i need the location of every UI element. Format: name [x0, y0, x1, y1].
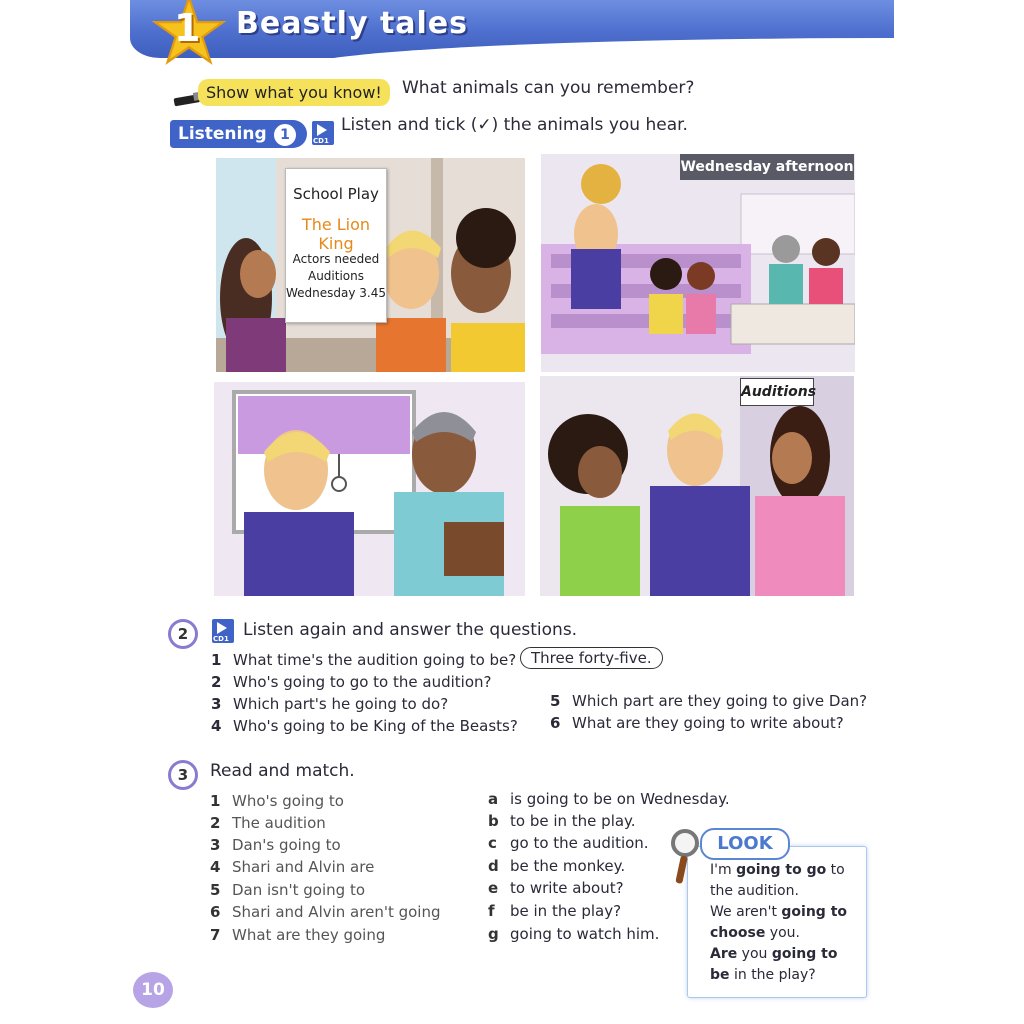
match-left-3: 3 Dan's going to	[210, 836, 341, 854]
show-what-you-know-label: Show what you know!	[198, 79, 390, 106]
match-right-e: e to write about?	[488, 879, 624, 897]
corridor-conversation-illustration	[214, 382, 525, 596]
question-4: 4 Who's going to be King of the Beasts?	[211, 717, 518, 735]
look-line-3: We aren't going to	[710, 904, 848, 920]
auditions-sign: Auditions	[740, 378, 814, 406]
question-1: 1 What time's the audition going to be?	[211, 651, 517, 669]
match-right-b: b to be in the play.	[488, 812, 636, 830]
poster-show: The Lion King	[301, 215, 371, 253]
match-left-7: 7 What are they going	[210, 926, 386, 944]
poster-title: School Play	[293, 185, 379, 203]
match-left-1: 1 Who's going to	[210, 792, 344, 810]
match-left-5: 5 Dan isn't going to	[210, 881, 366, 899]
match-right-d: d be the monkey.	[488, 857, 626, 875]
match-left-4: 4 Shari and Alvin are	[210, 858, 375, 876]
look-line-2: the audition.	[710, 883, 799, 899]
audio-track-icon[interactable]: CD1	[312, 121, 334, 145]
exercise-3-instruction: Read and match.	[210, 761, 355, 781]
question-2: 2 Who's going to go to the audition?	[211, 673, 492, 691]
question-3: 3 Which part's he going to do?	[211, 695, 449, 713]
match-right-a: a is going to be on Wednesday.	[488, 790, 730, 808]
hall-audition-illustration	[541, 154, 855, 372]
match-left-6: 6 Shari and Alvin aren't going	[210, 903, 441, 921]
exercise-3-number: 3	[168, 760, 198, 790]
illustration-panel-3	[214, 382, 525, 596]
unit-title: Beastly tales	[236, 6, 469, 41]
illustration-panel-2	[541, 154, 855, 372]
match-right-g: g going to watch him.	[488, 925, 660, 943]
exercise-2-number: 2	[168, 619, 198, 649]
time-caption: Wednesday afternoon	[680, 154, 854, 180]
look-line-4: choose you.	[710, 925, 800, 941]
school-play-poster	[285, 168, 387, 323]
listening-exercise-number: 1	[272, 122, 298, 148]
match-right-f: f be in the play?	[488, 902, 622, 920]
warmup-question: What animals can you remember?	[402, 78, 695, 98]
illustration-panel-4	[540, 376, 854, 596]
look-line-6: be in the play?	[710, 967, 816, 983]
exercise-2-instruction: Listen again and answer the questions.	[243, 620, 578, 640]
match-left-2: 2 The audition	[210, 814, 326, 832]
question-5: 5 Which part are they going to give Dan?	[550, 692, 868, 710]
audio-track-icon-2[interactable]: CD1	[212, 619, 234, 643]
unit-number: 1	[174, 6, 201, 50]
magnifier-icon	[668, 828, 702, 886]
look-line-5: Are you going to	[710, 946, 838, 962]
match-right-c: c go to the audition.	[488, 834, 649, 852]
example-answer-bubble: Three forty-five.	[520, 647, 663, 669]
question-6: 6 What are they going to write about?	[550, 714, 844, 732]
look-title: LOOK	[700, 828, 790, 860]
page-number: 10	[133, 972, 173, 1008]
listening-instruction: Listen and tick (✓) the animals you hear.	[341, 115, 688, 135]
look-line-1: I'm going to go to	[710, 862, 845, 878]
poster-details: Actors needed Auditions Wednesday 3.45	[286, 252, 387, 300]
listening-label: Listening	[170, 120, 307, 148]
auditions-door-illustration	[540, 376, 854, 596]
